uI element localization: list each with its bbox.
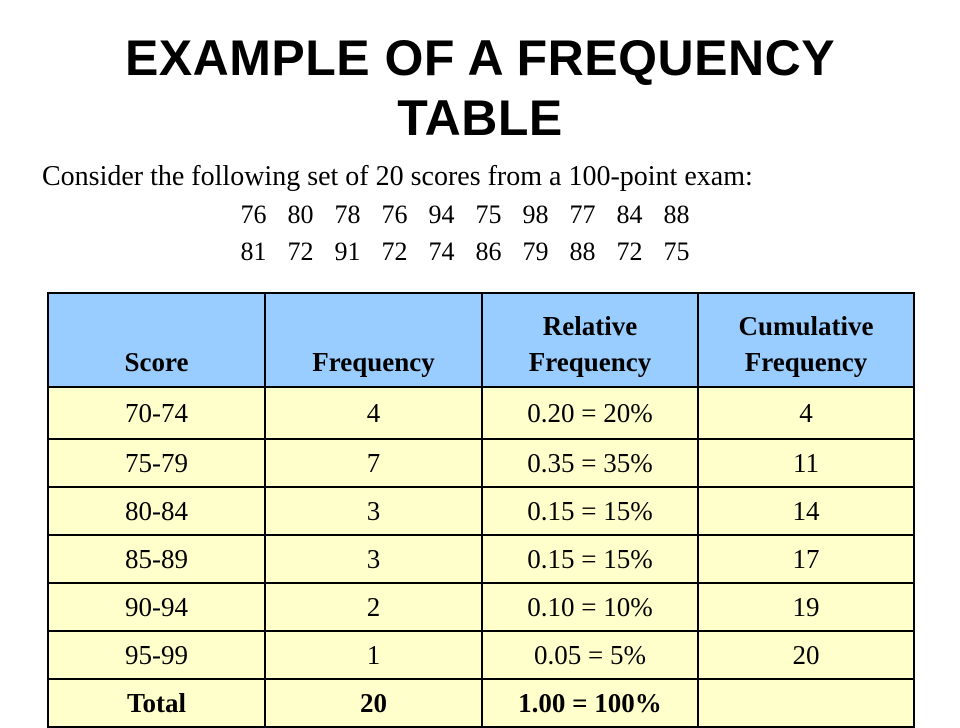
cell-frequency: 3 [265,487,482,535]
cell-frequency: 2 [265,583,482,631]
cell-score: 80-84 [48,487,265,535]
frequency-table [47,292,915,728]
cell-total-frequency: 20 [265,679,482,727]
header-label: Frequency [744,347,868,377]
cell-frequency: 4 [265,387,482,439]
page-title [0,28,960,148]
cell-score: 85-89 [48,535,265,583]
title-line-1: EXAMPLE OF A FREQUENCY [124,30,836,86]
header-label: Cumulative [738,311,874,341]
table-row [48,583,914,631]
header-label: Frequency [312,347,435,377]
table-row [48,631,914,679]
cell-score: 90-94 [48,583,265,631]
cell-score: 95-99 [48,631,265,679]
header-label: Frequency [528,347,652,377]
cell-relative-frequency: 0.20 = 20% [482,387,698,439]
table-row [48,387,914,439]
cell-score: 70-74 [48,387,265,439]
cell-total-relative-frequency: 1.00 = 100% [482,679,698,727]
header-label: Relative [542,311,638,341]
scores-row-2: 81 72 91 72 74 86 79 88 72 75 [240,237,690,266]
table-row [48,487,914,535]
cell-relative-frequency: 0.05 = 5% [482,631,698,679]
cell-cumulative-frequency: 19 [698,583,914,631]
cell-cumulative-frequency: 17 [698,535,914,583]
cell-total-label: Total [48,679,265,727]
cell-score: 75-79 [48,439,265,487]
cell-relative-frequency: 0.15 = 15% [482,535,698,583]
cell-cumulative-frequency: 14 [698,487,914,535]
cell-frequency: 7 [265,439,482,487]
cell-cumulative-frequency: 20 [698,631,914,679]
cell-relative-frequency: 0.15 = 15% [482,487,698,535]
table-row [48,439,914,487]
cell-relative-frequency: 0.10 = 10% [482,583,698,631]
cell-frequency: 3 [265,535,482,583]
cell-frequency: 1 [265,631,482,679]
cell-cumulative-frequency: 11 [698,439,914,487]
header-label: Score [124,347,189,377]
cell-cumulative-frequency: 4 [698,387,914,439]
scores-row-1: 76 80 78 76 94 75 98 77 84 88 [240,200,690,229]
header-score [48,293,265,387]
header-cumulative-frequency [698,293,914,387]
cell-relative-frequency: 0.35 = 35% [482,439,698,487]
table-header-row [48,293,914,387]
header-frequency [265,293,482,387]
header-relative-frequency [482,293,698,387]
title-line-2: TABLE [397,90,563,146]
table-row [48,535,914,583]
intro-text: Consider the following set of 20 scores from a 100-point exam: [42,161,753,192]
